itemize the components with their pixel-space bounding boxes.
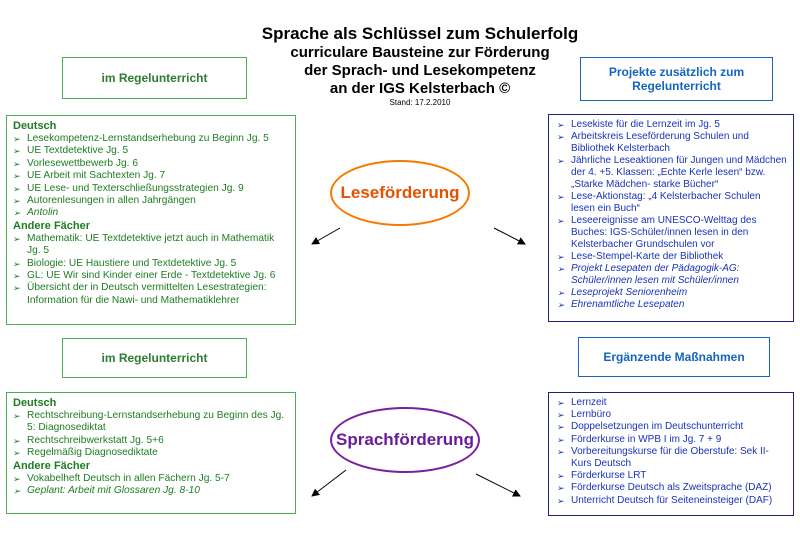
list-item: ➢ UE Arbeit mit Sachtexten Jg. 7 (13, 170, 289, 182)
list-item: ➢ Mathematik: UE Textdetektive jetzt auch in Mathematik Jg. 5 (13, 233, 289, 258)
list-item: ➢ Rechtschreibung-Lernstandserhebung zu Beginn des Jg. 5: Diagnosediktat (13, 410, 289, 435)
title-line-4: an der IGS Kelsterbach © (329, 80, 511, 97)
deutsch-list (13, 133, 289, 220)
list-item: ➢ Arbeitskreis Leseförderung Schulen und Bibliothek Kelsterbach (557, 131, 787, 155)
list-item: ➢ Autorenlesungen in allen Jahrgängen (13, 195, 289, 207)
list-item: ➢ Lernzeit (557, 397, 787, 409)
section-andere-faecher: Andere Fächer (13, 459, 91, 472)
list-item: ➢ Lese-Aktionstag: „4 Kelsterbacher Schulen lesen ein Buch“ (557, 191, 787, 215)
title-line-2: curriculare Bausteine zur Förderung (290, 44, 550, 61)
list-item: ➢ Ehrenamtliche Lesepaten (557, 299, 787, 311)
list-item: ➢ Vorlesewettbewerb Jg. 6 (13, 158, 289, 170)
projects-list (557, 119, 787, 311)
additional-measures-box (548, 392, 794, 516)
reading-projects-box (548, 114, 794, 322)
list-item: ➢ Vorbereitungskurse für die Oberstufe: Sek II-Kurs Deutsch (557, 446, 787, 470)
list-item: ➢ Übersicht der in Deutsch vermittelten Lesestrategien: Information für die Nawi- und Mathematiklehrer (13, 282, 289, 307)
list-item: ➢ Biologie: UE Haustiere und Textdetektive Jg. 5 (13, 258, 289, 270)
list-item: ➢ Förderkurse in WPB I im Jg. 7 + 9 (557, 434, 787, 446)
header-bottom-left: im Regelunterricht (62, 338, 247, 378)
arrow-sprach-left (312, 470, 346, 496)
list-item: ➢ UE Lese- und Texterschließungsstrategien Jg. 9 (13, 183, 289, 195)
sprachfoerderung-ellipse: Sprachförderung (330, 407, 480, 473)
list-item: ➢ GL: UE Wir sind Kinder einer Erde - Textdetektive Jg. 6 (13, 270, 289, 282)
language-regular-lessons-box (6, 392, 296, 514)
list-item: ➢ Vokabelheft Deutsch in allen Fächern Jg. 5-7 (13, 473, 289, 485)
list-item: ➢ Förderkurse Deutsch als Zweitsprache (DAZ) (557, 482, 787, 494)
section-andere-faecher: Andere Fächer (13, 219, 91, 232)
stand-date: Stand: 17.2.2010 (389, 98, 451, 107)
list-item: ➢ Leseprojekt Seniorenheim (557, 287, 787, 299)
list-item: ➢ Leseereignisse am UNESCO-Welttag des Buches: IGS-Schüler/innen lesen in den Kelsterbacher Grundschulen vor (557, 215, 787, 251)
list-item: ➢ Geplant: Arbeit mit Glossaren Jg. 8-10 (13, 485, 289, 497)
header-bottom-right: Ergänzende Maßnahmen (578, 337, 770, 377)
list-item: ➢ Antolin (13, 207, 289, 219)
list-item: ➢ Rechtschreibwerkstatt Jg. 5+6 (13, 435, 289, 447)
section-deutsch: Deutsch (13, 397, 57, 409)
list-item: ➢ Lesekiste für die Lernzeit im Jg. 5 (557, 119, 787, 131)
arrow-sprach-right (476, 474, 520, 496)
deutsch-list (13, 410, 289, 460)
section-deutsch: Deutsch (13, 120, 57, 132)
andere-faecher-list (13, 233, 289, 307)
header-top-right: Projekte zusätzlich zum Regelunterricht (580, 57, 773, 101)
andere-faecher-list (13, 473, 289, 498)
list-item: ➢ Projekt Lesepaten der Pädagogik-AG: Schüler/innen lesen mit Schüler/innen (557, 263, 787, 287)
arrow-lese-right (494, 228, 525, 244)
list-item: ➢ Jährliche Leseaktionen für Jungen und Mädchen der 4. +5. Klassen: „Echte Kerle lesen“ bzw. „Starke Mädchen- starke Bücher“ (557, 155, 787, 191)
list-item: ➢ Lese-Stempel-Karte der Bibliothek (557, 251, 787, 263)
list-item: ➢ Regelmäßig Diagnosediktate (13, 447, 289, 459)
arrow-lese-left (312, 228, 340, 244)
title-line-3: der Sprach- und Lesekompetenz (304, 62, 536, 79)
list-item: ➢ Doppelsetzungen im Deutschunterricht (557, 421, 787, 433)
measures-list (557, 397, 787, 507)
reading-regular-lessons-box (6, 115, 296, 325)
lesefoerderung-ellipse: Leseförderung (330, 160, 470, 226)
list-item: ➢ Förderkurse LRT (557, 470, 787, 482)
header-top-left: im Regelunterricht (62, 57, 247, 99)
list-item: ➢ UE Textdetektive Jg. 5 (13, 145, 289, 157)
list-item: ➢ Lesekompetenz-Lernstandserhebung zu Beginn Jg. 5 (13, 133, 289, 145)
list-item: ➢ Unterricht Deutsch für Seiteneinsteiger (DAF) (557, 495, 787, 507)
list-item: ➢ Lernbüro (557, 409, 787, 421)
title-line-1: Sprache als Schlüssel zum Schulerfolg (261, 24, 579, 43)
